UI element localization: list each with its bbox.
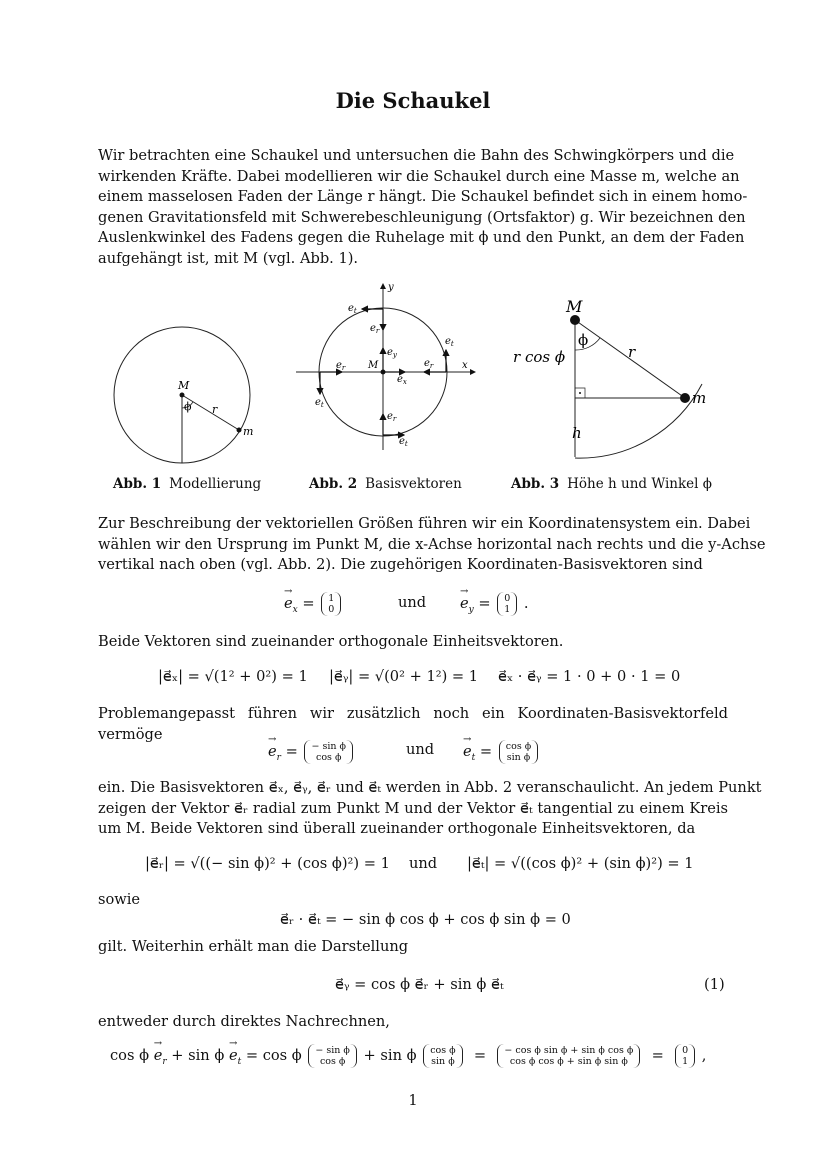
intro-line: wirkenden Kräfte. Dabei modellieren wir die Schaukel durch eine Masse m, welche an (98, 167, 740, 185)
eq-basis-ey: → $e_y = 0$ 1 . (460, 592, 529, 616)
label-et: $e_t$ (399, 436, 408, 448)
calculation-text: entweder durch direktes Nachrechnen, (98, 1013, 390, 1030)
intro-line: Auslenkwinkel des Fadens gegen die Ruhelage mit ϕ und den Punkt, an dem der Faden (98, 229, 745, 247)
caption-text: Basisvektoren (365, 476, 462, 492)
label-phi: ϕ (184, 400, 192, 413)
representation-text: gilt. Weiterhin erhält man die Darstellung (98, 938, 409, 955)
para-line: um M. Beide Vektoren sind überall zueinander orthogonale Einheitsvektoren, da (98, 820, 696, 838)
intro-line: genen Gravitationsfeld mit Schwerebeschleunigung (Ortsfaktor) g. Wir bezeichnen den (98, 208, 746, 226)
orthogonal-text: Beide Vektoren sind zueinander orthogonale Einheitsvektoren. (98, 633, 564, 650)
field-text: Problemangepasst führen wir zusätzlich noch ein Koordinaten-Basisvektorfeld vermöge (98, 705, 728, 743)
caption-number: Abb. 2 (309, 476, 358, 492)
intro-paragraph (98, 146, 748, 270)
caption-number: Abb. 1 (113, 476, 162, 492)
figure-2-caption (309, 476, 462, 492)
coordinate-paragraph (98, 514, 766, 576)
vector-labels (315, 303, 454, 448)
figure-2-basisvektoren (290, 278, 480, 453)
eq-norm-er: |e⃗ᵣ| = √((− sin ϕ)² + (cos ϕ)²) = 1 (145, 855, 390, 872)
intro-line: Wir betrachten eine Schaukel und untersuchen die Bahn des Schwingkörpers und die (98, 147, 735, 164)
eq-er-et-dot: e⃗ᵣ · e⃗ₜ = − sin ϕ cos ϕ + cos ϕ sin ϕ = 0 (280, 911, 571, 928)
figure-1-modellierung (110, 320, 270, 470)
caption-text: Höhe h und Winkel ϕ (567, 476, 712, 492)
para-line: zeigen der Vektor e⃗ᵣ radial zum Punkt M und der Vektor e⃗ₜ tangential zu einem Kreis (98, 799, 728, 817)
point-m (237, 428, 242, 433)
page-number: 1 (408, 1092, 418, 1109)
text-sowie: sowie (98, 891, 141, 908)
figure-1-caption (113, 476, 261, 492)
eq-und: und (409, 855, 438, 872)
label-er: $e_r$ (424, 358, 434, 370)
intro-line: aufgehängt ist, mit M (vgl. Abb. 1). (98, 249, 359, 267)
label-M: M (566, 297, 583, 316)
caption-text: Modellierung (169, 476, 262, 492)
label-ey: $e_y$ (387, 347, 397, 359)
page-title: Die Schaukel (335, 88, 491, 113)
eq-1: e⃗ᵧ = cos ϕ e⃗ᵣ + sin ϕ e⃗ₜ (335, 976, 504, 993)
label-h: h (572, 424, 582, 442)
label-er: $e_r$ (336, 360, 346, 372)
eq-1-number: (1) (704, 976, 725, 993)
label-m: m (692, 389, 707, 407)
eq-basis-ex: → $e_x = 1$ 0 (284, 592, 343, 616)
label-ex: $e_x$ (397, 374, 407, 386)
eq-dot-ex-ey: e⃗ₓ · e⃗ᵧ = 1 · 0 + 0 · 1 = 0 (498, 668, 681, 685)
point-M (180, 393, 185, 398)
label-phi: ϕ (578, 331, 589, 349)
intro-line: einem masselosen Faden der Länge r hängt. Die Schaukel befindet sich in einem homo- (98, 188, 748, 206)
eq-norm-et: |e⃗ₜ| = √((cos ϕ)² + (sin ϕ)²) = 1 (467, 855, 694, 872)
figure-3-caption (511, 476, 712, 492)
point-m (680, 393, 690, 403)
label-et: $e_t$ (348, 303, 357, 315)
label-r: r (212, 403, 218, 416)
label-er: $e_r$ (387, 411, 397, 423)
label-M: M (368, 360, 379, 371)
eq-und: und (406, 741, 435, 758)
label-x: x (462, 360, 468, 371)
eq-calculation: $\cos \phi \to e_r + \sin \phi \to e_t = \cos \phi - \sin \phi$ cos ϕ + sin ϕ cos ϕ sin ϕ = − cos ϕ sin ϕ + sin ϕ cos ϕ cos ϕ cos ϕ + sin ϕ sin ϕ = 0 1 , (110, 1044, 706, 1068)
eq-norm-ey: |e⃗ᵧ| = √(0² + 1²) = 1 (329, 668, 479, 685)
label-er: $e_r$ (370, 323, 380, 335)
basis-description (98, 778, 762, 840)
label-et: $e_t$ (445, 336, 454, 348)
eq-et-def: → $e_t = \cos \phi$ sin ϕ (463, 740, 540, 764)
figure-3-hoehe-winkel (505, 292, 725, 462)
label-r: r (628, 343, 636, 361)
point-M (570, 315, 580, 325)
label-m: m (243, 425, 254, 438)
eq-norm-ex: |e⃗ₓ| = √(1² + 0²) = 1 (158, 668, 308, 685)
label-et: $e_t$ (315, 397, 324, 409)
eq-er-def: → $e_r$ = − sin ϕ cos ϕ (268, 740, 355, 764)
eq-und: und (398, 594, 427, 611)
label-y: y (388, 282, 394, 293)
para-line: vertikal nach oben (vgl. Abb. 2). Die zugehörigen Koordinaten-Basisvektoren sind (98, 556, 703, 574)
label-rcos: r cos ϕ (513, 348, 566, 366)
caption-number: Abb. 3 (511, 476, 560, 492)
para-line: wählen wir den Ursprung im Punkt M, die x-Achse horizontal nach rechts und die y-Achse (98, 535, 766, 553)
para-line: Zur Beschreibung der vektoriellen Größen führen wir ein Koordinatensystem ein. Dabei (98, 515, 751, 532)
para-line: ein. Die Basisvektoren e⃗ₓ, e⃗ᵧ, e⃗ᵣ und e⃗ₜ werden in Abb. 2 veranschaulicht. An jedem Punkt (98, 779, 762, 796)
label-M: M (178, 379, 190, 392)
